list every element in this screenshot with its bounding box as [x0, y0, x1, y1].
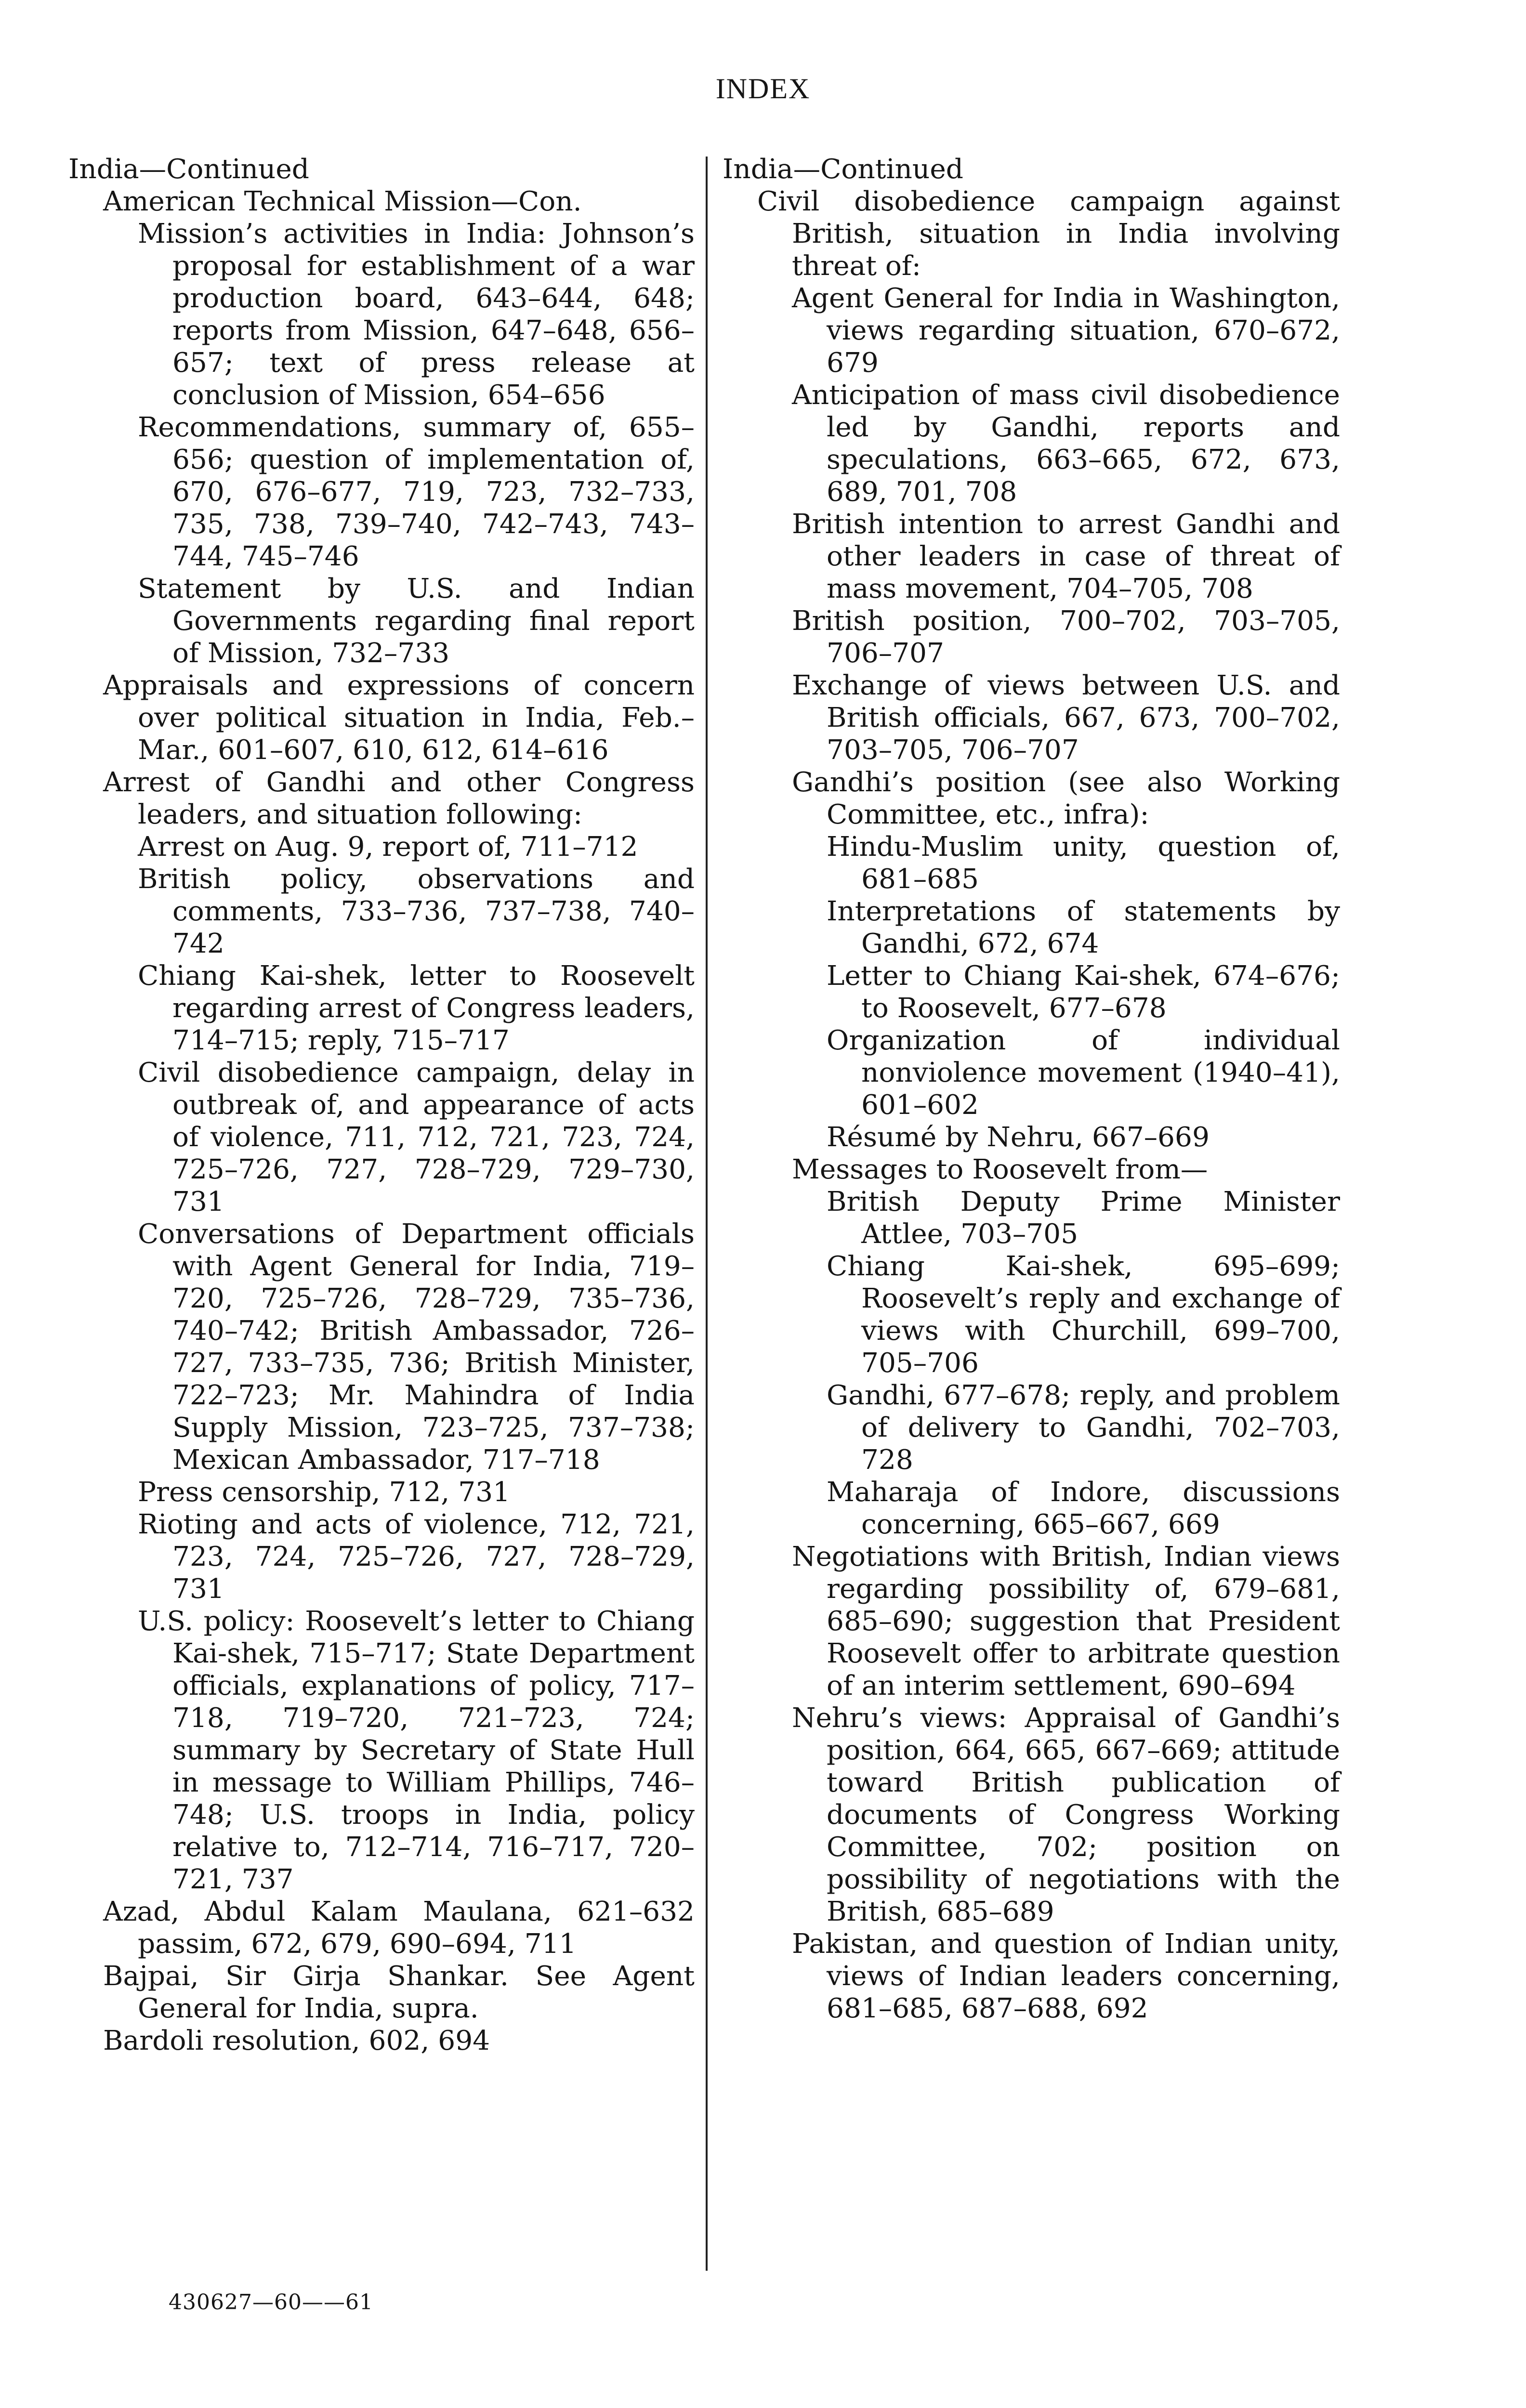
index-entry: Azad, Abdul Kalam Maulana, 621–632 passim, 672, 679, 690–694, 711	[103, 1896, 695, 1960]
index-entry: India—Continued	[723, 154, 963, 185]
index-entry: Conversations of Department officials with Agent General for India, 719–720, 725–726, 728–729, 735–736, 740–742; British Ambassador, 726–727, 733–735, 736; British Minister, 722–723; Mr. Mahindra of India Supply Mission, 723–725, 737–738; Mexican Ambassador, 717–718	[138, 1218, 695, 1476]
index-entry: Mission’s activities in India: Johnson’s proposal for establishment of a war production board, 643–644, 648; reports from Mission, 647–648, 656–657; text of press release at conclusion of Mission, 654–656	[138, 218, 695, 411]
index-entry: Exchange of views between U.S. and British officials, 667, 673, 700–702, 703–705, 706–707	[792, 670, 1340, 766]
index-entry: Chiang Kai-shek, letter to Roosevelt regarding arrest of Congress leaders, 714–715; reply, 715–717	[138, 960, 695, 1056]
index-entry: Civil disobedience campaign against British, situation in India involving threat of:	[757, 186, 1340, 282]
index-entry: Letter to Chiang Kai-shek, 674–676; to Roosevelt, 677–678	[827, 960, 1340, 1024]
index-entry: American Technical Mission—Con.	[103, 186, 582, 217]
index-entry: Arrest on Aug. 9, report of, 711–712	[138, 831, 638, 863]
column-divider	[706, 157, 708, 2271]
index-entry: Appraisals and expressions of concern over political situation in India, Feb.–Mar., 601–607, 610, 612, 614–616	[103, 670, 695, 766]
index-entry: Anticipation of mass civil disobedience led by Gandhi, reports and speculations, 663–665, 672, 673, 689, 701, 708	[792, 380, 1340, 508]
index-entry: Organization of individual nonviolence movement (1940–41), 601–602	[827, 1025, 1340, 1121]
index-entry: Hindu-Muslim unity, question of, 681–685	[827, 831, 1340, 895]
index-entry: British Deputy Prime Minister Attlee, 703–705	[827, 1186, 1340, 1250]
index-entry: Chiang Kai-shek, 695–699; Roosevelt’s reply and exchange of views with Churchill, 699–700, 705–706	[827, 1251, 1340, 1379]
index-entry: British position, 700–702, 703–705, 706–707	[792, 605, 1340, 669]
index-entry: Recommendations, summary of, 655–656; question of implementation of, 670, 676–677, 719, 723, 732–733, 735, 738, 739–740, 742–743, 743–744, 745–746	[138, 412, 695, 572]
index-entry: India—Continued	[68, 154, 309, 185]
index-entry: Arrest of Gandhi and other Congress leaders, and situation following:	[103, 767, 695, 830]
index-column-right	[723, 153, 1340, 2025]
index-entry: Gandhi, 677–678; reply, and problem of delivery to Gandhi, 702–703, 728	[827, 1380, 1340, 1476]
index-entry: British policy, observations and comments, 733–736, 737–738, 740–742	[138, 864, 695, 959]
index-entry: Rioting and acts of violence, 712, 721, 723, 724, 725–726, 727, 728–729, 731	[138, 1509, 695, 1605]
index-entry: Pakistan, and question of Indian unity, views of Indian leaders concerning, 681–685, 687–688, 692	[792, 1928, 1340, 2024]
index-entry: Press censorship, 712, 731	[138, 1477, 511, 1508]
index-entry: U.S. policy: Roosevelt’s letter to Chiang Kai-shek, 715–717; State Department officials, explanations of policy, 717–718, 719–720, 721–723, 724; summary by Secretary of State Hull in message to William Phillips, 746–748; U.S. troops in India, policy relative to, 712–714, 716–717, 720–721, 737	[138, 1606, 695, 1895]
index-entry: British intention to arrest Gandhi and other leaders in case of threat of mass movement, 704–705, 708	[792, 509, 1340, 604]
index-entry: Civil disobedience campaign, delay in outbreak of, and appearance of acts of violence, 711, 712, 721, 723, 724, 725–726, 727, 728–729, 729–730, 731	[138, 1057, 695, 1217]
index-entry: Interpretations of statements by Gandhi, 672, 674	[827, 896, 1340, 959]
printer-code: 430627—60——61	[169, 2290, 373, 2315]
index-entry: Bardoli resolution, 602, 694	[103, 2025, 490, 2056]
index-entry: Gandhi’s position (see also Working Committee, etc., infra):	[792, 767, 1340, 830]
index-entry: Maharaja of Indore, discussions concerning, 665–667, 669	[827, 1477, 1340, 1540]
index-entry: Statement by U.S. and Indian Governments regarding final report of Mission, 732–733	[138, 573, 695, 669]
index-entry: Résumé by Nehru, 667–669	[827, 1122, 1210, 1153]
index-column-left	[68, 153, 695, 2057]
index-entry: Agent General for India in Washington, views regarding situation, 670–672, 679	[792, 283, 1340, 379]
page-title: INDEX	[715, 73, 811, 105]
index-entry: Negotiations with British, Indian views regarding possibility of, 679–681, 685–690; suggestion that President Roosevelt offer to arbitrate question of an interim settlement, 690–694	[792, 1541, 1340, 1701]
index-entry: Bajpai, Sir Girja Shankar. See Agent General for India, supra.	[103, 1961, 695, 2024]
index-entry: Messages to Roosevelt from—	[792, 1154, 1208, 1185]
index-entry: Nehru’s views: Appraisal of Gandhi’s position, 664, 665, 667–669; attitude toward British publication of documents of Congress Working Committee, 702; position on possibility of negotiations with the British, 685–689	[792, 1702, 1340, 1927]
